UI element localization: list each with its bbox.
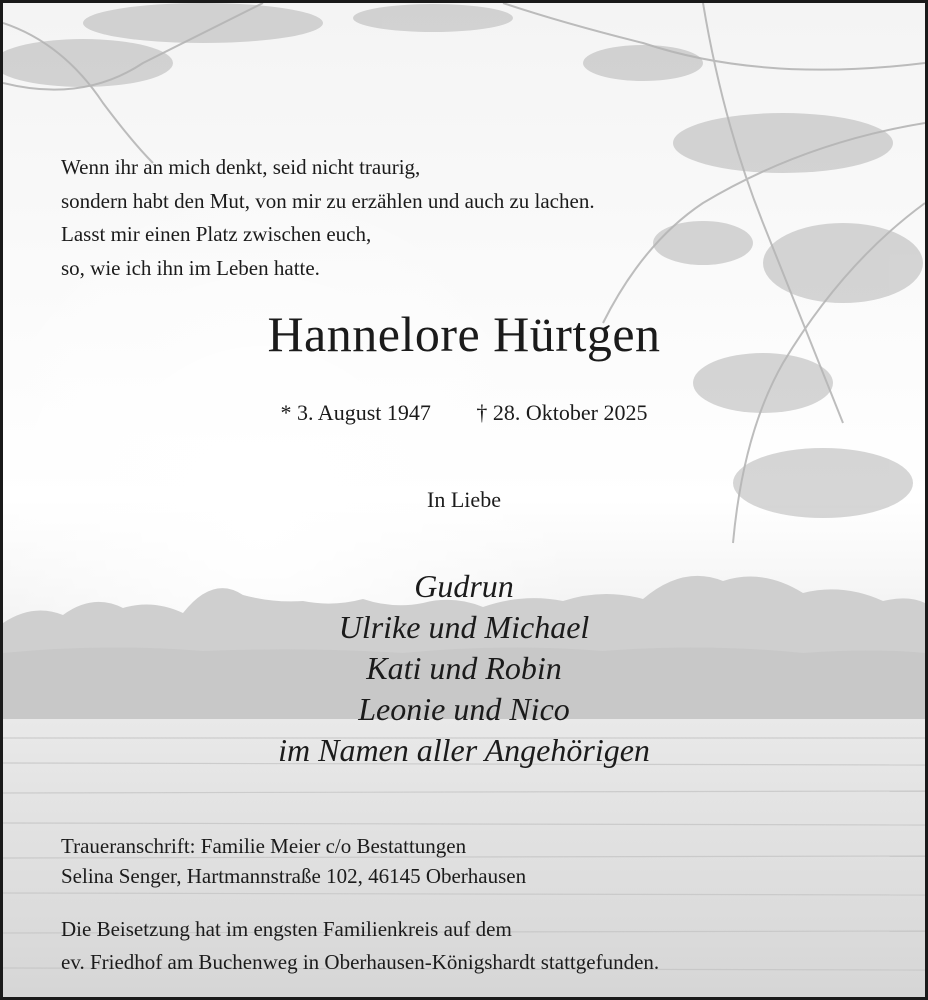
poem-line: sondern habt den Mut, von mir zu erzählen und auch zu lachen. (61, 188, 595, 213)
mourner-line: Gudrun (414, 568, 514, 604)
mourner-line: im Namen aller Angehörigen (278, 732, 650, 768)
deceased-name: Hannelore Hürtgen (267, 306, 661, 362)
burial-line: Die Beisetzung hat im engsten Familienkreis auf dem (61, 917, 512, 941)
birth-date: * 3. August 1947 (280, 400, 431, 425)
mourner-line: Leonie und Nico (358, 691, 570, 727)
mourning-address (61, 831, 526, 891)
mourner-line: Kati und Robin (366, 650, 562, 686)
burial-line: ev. Friedhof am Buchenweg in Oberhausen-Königshardt stattgefunden. (61, 950, 660, 974)
death-date: † 28. Oktober 2025 (476, 400, 648, 425)
address-line: Selina Senger, Hartmannstraße 102, 46145 Oberhausen (61, 864, 527, 888)
address-line: Traueranschrift: Familie Meier c/o Bestattungen (61, 834, 467, 858)
mourner-line: Ulrike und Michael (338, 609, 590, 645)
closing-phrase: In Liebe (427, 487, 501, 512)
mourners-list (3, 566, 925, 771)
poem-line: Wenn ihr an mich denkt, seid nicht traurig, (61, 155, 421, 179)
burial-notice (61, 913, 659, 979)
poem (61, 151, 595, 285)
poem-line: Lasst mir einen Platz zwischen euch, (61, 222, 372, 246)
life-dates (3, 400, 925, 426)
poem-line: so, wie ich ihn im Leben hatte. (61, 255, 320, 280)
